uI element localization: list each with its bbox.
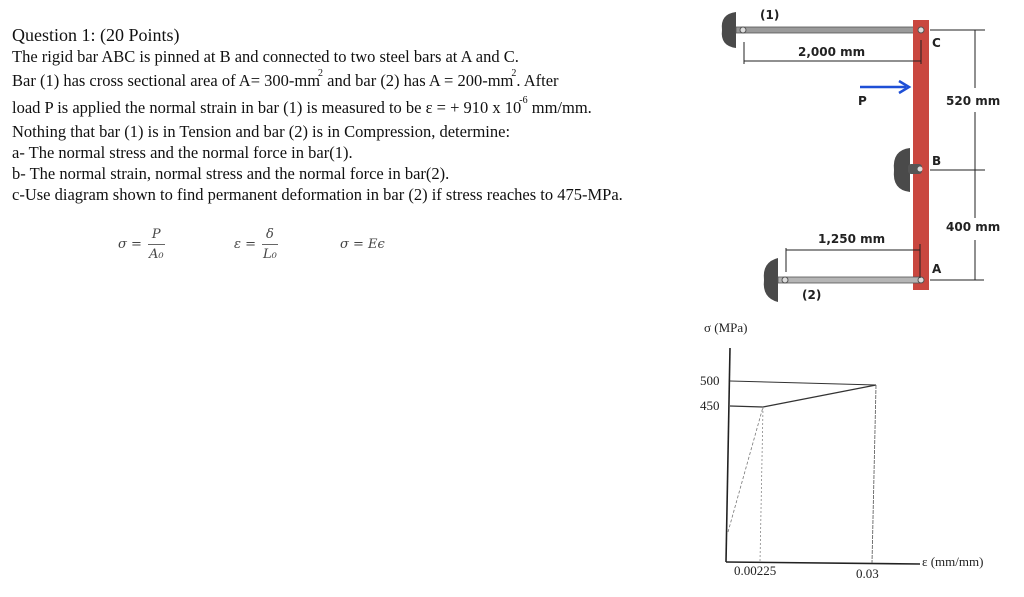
bar-2 [778, 277, 920, 283]
denominator: L₀ [263, 246, 277, 262]
formula-text: σ = Eϵ [340, 236, 385, 252]
superscript: 2 [511, 68, 517, 79]
part-c: c-Use diagram shown to find permanent deformation in bar (2) if stress reaches to 475-MPa. [12, 185, 623, 204]
formulas [118, 220, 438, 270]
bar-1 [736, 27, 920, 33]
y-tick-500: 500 [700, 373, 720, 388]
part-b: b- The normal strain, normal stress and the normal force in bar(2). [12, 164, 450, 183]
question-line-2 [12, 70, 702, 94]
pin-b-icon [918, 167, 923, 172]
fraction [148, 227, 165, 262]
question-line-1: The rigid bar ABC is pinned at B and connected to two steel bars at A and C. [12, 47, 519, 66]
elastic-line [728, 407, 763, 532]
question-line-4: Nothing that bar (1) is in Tension and bar (2) is in Compression, determine: [12, 122, 511, 141]
x-tick-0.00225: 0.00225 [734, 563, 777, 578]
formula-lhs: ε = [234, 236, 257, 252]
numerator: P [148, 227, 165, 245]
pin-c-icon [918, 27, 924, 33]
superscript: 2 [318, 68, 324, 79]
dim-520-label: 520 mm [946, 94, 1001, 108]
y-tick-450: 450 [700, 398, 720, 413]
y-axis [726, 348, 730, 562]
part-a: a- The normal stress and the normal force in bar(1). [12, 143, 353, 162]
text-strain: load P is applied the normal strain in bar (1) is measured to be ε = + 910 x 10 [12, 98, 522, 117]
chart-svg [690, 318, 1024, 588]
question-block [12, 24, 702, 205]
formula-hooke [340, 220, 385, 268]
support-b-icon [894, 148, 910, 192]
question-line-3 [12, 97, 702, 121]
y-axis-label: σ (MPa) [704, 320, 748, 335]
bar-2-label: (2) [802, 288, 822, 302]
x-axis-label: ε (mm/mm) [922, 554, 984, 569]
length-2-label: 1,250 mm [818, 232, 886, 246]
plastic-line [763, 385, 876, 407]
pin-icon [782, 277, 788, 283]
text-units: mm/mm. [527, 98, 592, 117]
wall-support-icon [722, 12, 736, 48]
wall-support-2-icon [764, 258, 778, 302]
stress-strain-chart [690, 318, 1024, 588]
load-p-label: P [858, 94, 867, 108]
formula-stress [118, 220, 165, 268]
point-c-label: C [932, 36, 941, 50]
fraction [262, 227, 278, 262]
bar-1-label: (1) [760, 8, 780, 22]
length-1-label: 2,000 mm [798, 45, 866, 59]
numerator: δ [262, 227, 278, 245]
dim-400-label: 400 mm [946, 220, 1001, 234]
point-a-label: A [932, 262, 942, 276]
denominator: A₀ [148, 246, 164, 262]
formula-lhs: σ = [118, 236, 142, 252]
structure-diagram [700, 0, 1024, 310]
formula-strain [234, 220, 278, 268]
text-area2: and bar (2) has A = 200-mm [323, 71, 514, 90]
point-b-label: B [932, 154, 942, 168]
pin-a-icon [918, 277, 924, 283]
pin-icon [740, 27, 746, 33]
question-title: Question 1: (20 Points) [12, 25, 180, 45]
text-area1: Bar (1) has cross sectional area of A= 300-mm [12, 71, 321, 90]
x-tick-0.03: 0.03 [856, 566, 879, 581]
text-after: . After [516, 71, 559, 90]
superscript: -6 [519, 95, 528, 106]
